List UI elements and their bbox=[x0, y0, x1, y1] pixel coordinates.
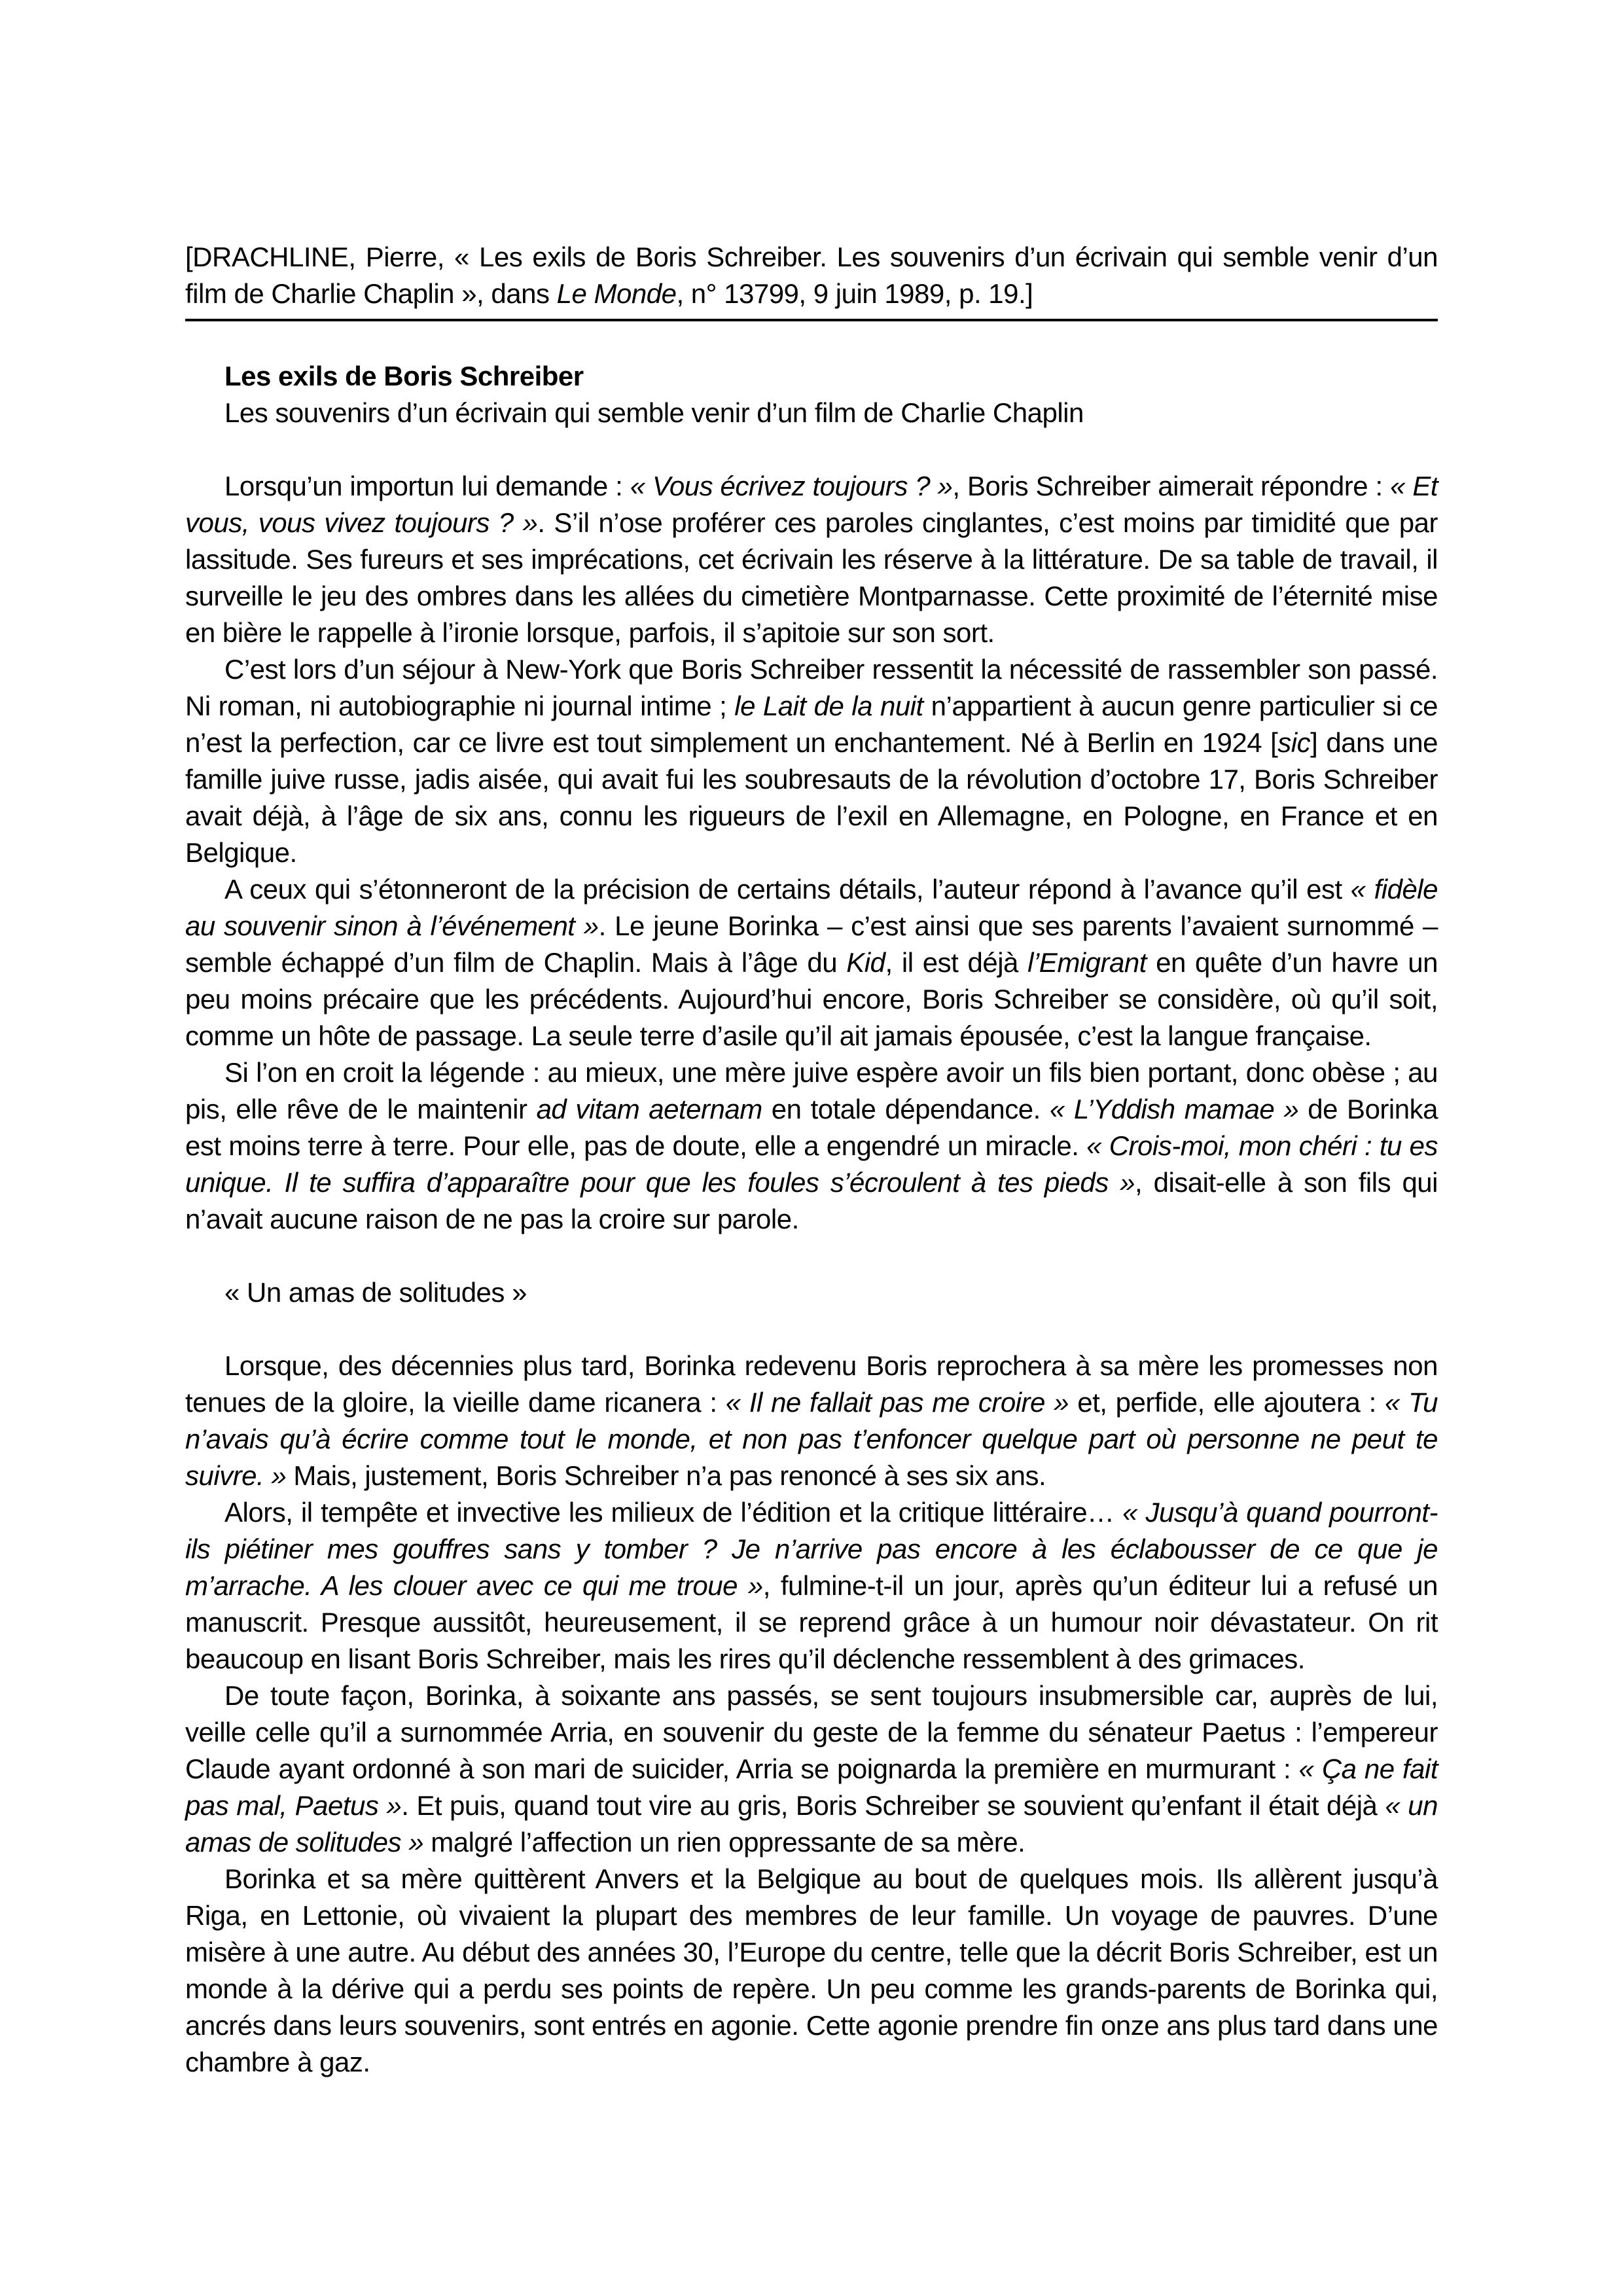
text-run: , n° 13799, 9 juin 1989, p. 19.] bbox=[676, 278, 1033, 309]
text-run: , fulmine-t-il un jour, après qu’un éditeur lui a refusé un manuscrit. Presque aussitôt, heureusement, il se reprend grâce à un humour noir dévastateur. On rit beaucoup en lisant Boris Schreiber, mais les rires qu’il déclenche ressemblent à des grimaces. bbox=[185, 1570, 1438, 1674]
paragraph bbox=[185, 1348, 1438, 1494]
text-run: « Et vous, vous vivez toujours ? » bbox=[185, 471, 1438, 538]
solitudes-section bbox=[185, 1348, 1438, 2081]
text-run: . Le jeune Borinka – c’est ainsi que ses parents l’avaient surnommé – semble échappé d’un film de Chaplin. Mais à l’âge du bbox=[185, 910, 1438, 978]
text-run: « Vous écrivez toujours ? » bbox=[630, 471, 953, 501]
text-run: sic bbox=[1277, 727, 1311, 758]
text-run: n’appartient à aucun genre particulier si ce n’est la perfection, car ce livre est tout simplement un enchantement. Né à Berlin en 1924 [ bbox=[185, 691, 1438, 758]
article-subtitle: Les souvenirs d’un écrivain qui semble venir d’un film de Charlie Chaplin bbox=[224, 397, 1084, 428]
text-run: Si l’on en croit la légende : au mieux, une mère juive espère avoir un fils bien portant, donc obèse ; au pis, elle rêve de le maintenir bbox=[185, 1057, 1438, 1124]
text-run: « Crois-moi, mon chéri : tu es unique. Il te suffira d’apparaître pour que les foules s’écroulent à tes pieds » bbox=[185, 1130, 1438, 1198]
text-run: Kid bbox=[846, 947, 885, 978]
blank-line bbox=[185, 321, 1438, 358]
text-run: ] dans une famille juive russe, jadis aisée, qui avait fui les soubresauts de la révolution d’octobre 17, Boris Schreiber avait déjà, à l’âge de six ans, connu les rigueurs de l’exil en Allemagne, en Pologne, en France et en Belgique. bbox=[185, 727, 1438, 868]
blank-line bbox=[185, 1311, 1438, 1348]
text-run: De toute façon, Borinka, à soixante ans passés, se sent toujours insubmersible car, auprès de lui, veille celle qu’il a surnommée Arria, en souvenir du geste de la femme du sénateur Paetus : l’empereur Claude ayant ordonné à son mari de suicider, Arria se poignarda la première en murmurant : bbox=[185, 1680, 1438, 1784]
paragraph bbox=[185, 468, 1438, 651]
text-run: Borinka et sa mère quittèrent Anvers et la Belgique au bout de quelques mois. Ils allèrent jusqu’à Riga, en Lettonie, où vivaient la plupart des membres de leur famille. Un voyage de pauvres. D’une misère à une autre. Au début des années 30, l’Europe du centre, telle que la décrit Boris Schreiber, est un monde à la dérive qui a perdu ses points de repère. Un peu comme les grands-parents de Borinka qui, ancrés dans leurs souvenirs, sont entrés en agonie. Cette agonie prendre fin onze ans plus tard dans une chambre à gaz. bbox=[185, 1863, 1438, 2077]
paragraph bbox=[185, 1054, 1438, 1238]
text-run: Lorsqu’un importun lui demande : bbox=[224, 471, 630, 501]
text-run: de Borinka est moins terre à terre. Pour elle, pas de doute, elle a engendré un miracle. bbox=[185, 1094, 1438, 1161]
text-run: [DRACHLINE, Pierre, « Les exils de Boris Schreiber. Les souvenirs d’un écrivain qui semble venir d’un film de Charlie Chaplin », dans bbox=[185, 242, 1438, 309]
text-run: et, perfide, elle ajoutera : bbox=[1068, 1387, 1385, 1418]
text-run: en totale dépendance. bbox=[762, 1094, 1050, 1124]
paragraph bbox=[185, 871, 1438, 1054]
paragraph bbox=[185, 651, 1438, 871]
text-run: « fidèle au souvenir sinon à l’événement » bbox=[185, 874, 1438, 941]
text-run: l’Emigrant bbox=[1027, 947, 1147, 978]
text-run: , disait-elle à son fils qui n’avait aucune raison de ne pas la croire sur parole. bbox=[185, 1167, 1438, 1234]
text-run: Alors, il tempête et invective les milieux de l’édition et la critique littéraire… bbox=[224, 1497, 1123, 1528]
text-run: « L’Yddish mamae » bbox=[1049, 1094, 1299, 1124]
article-title: Les exils de Boris Schreiber bbox=[224, 361, 584, 391]
text-run: « Il ne fallait pas me croire » bbox=[725, 1387, 1069, 1418]
text-run: . Et puis, quand tout vire au gris, Boris Schreiber se souvient qu’enfant il était déjà bbox=[401, 1790, 1385, 1821]
citation-reference bbox=[185, 239, 1438, 319]
text-run: Mais, justement, Boris Schreiber n’a pas renoncé à ses six ans. bbox=[286, 1460, 1046, 1491]
blank-line bbox=[185, 1238, 1438, 1274]
blank-line bbox=[185, 431, 1438, 468]
text-run: , il est déjà bbox=[885, 947, 1028, 978]
paragraph bbox=[185, 1494, 1438, 1677]
text-run: . S’il n’ose proférer ces paroles cinglantes, c’est moins par timidité que par lassitude. Ses fureurs et ses imprécations, cet écrivain les réserve à la littérature. De sa table de travail, il surveille le jeu des ombres dans les allées du cimetière Montparnasse. Cette proximité de l’éternité mise en bière le rappelle à l’ironie lorsque, parfois, il s’apitoie sur son sort. bbox=[185, 507, 1438, 648]
text-run: Le Monde bbox=[556, 278, 677, 309]
text-run: « Jusqu’à quand pourront-ils piétiner mes gouffres sans y tomber ? Je n’arrive pas encore à les éclabousser de ce que je m’arrache. A les clouer avec ce qui me troue » bbox=[185, 1497, 1438, 1601]
paragraph bbox=[185, 1677, 1438, 1861]
intro-section bbox=[185, 468, 1438, 1238]
text-run: Lorsque, des décennies plus tard, Borinka redevenu Boris reprochera à sa mère les promesses non tenues de la gloire, la vieille dame ricanera : bbox=[185, 1350, 1438, 1418]
text-run: , Boris Schreiber aimerait répondre : bbox=[952, 471, 1391, 501]
text-run: malgré l’affection un rien oppressante de sa mère. bbox=[423, 1827, 1026, 1857]
text-run: le Lait de la nuit bbox=[734, 691, 923, 721]
section-heading: « Un amas de solitudes » bbox=[224, 1277, 527, 1308]
text-run: ad vitam aeternam bbox=[536, 1094, 762, 1124]
text-run: A ceux qui s’étonneront de la précision de certains détails, l’auteur répond à l’avance qu’il est bbox=[224, 874, 1351, 905]
text-run: « un amas de solitudes » bbox=[185, 1790, 1438, 1857]
paragraph bbox=[185, 1861, 1438, 2081]
text-run: C’est lors d’un séjour à New-York que Boris Schreiber ressentit la nécessité de rassembler son passé. Ni roman, ni autobiographie ni journal intime ; bbox=[185, 654, 1438, 721]
text-run: « Ça ne fait pas mal, Paetus » bbox=[185, 1753, 1438, 1821]
text-run: en quête d’un havre un peu moins précaire que les précédents. Aujourd’hui encore, Boris Schreiber se considère, où qu’il soit, comme un hôte de passage. La seule terre d’asile qu’il ait jamais épousée, c’est la langue française. bbox=[185, 947, 1438, 1051]
text-run: « Tu n’avais qu’à écrire comme tout le monde, et non pas t’enfoncer quelque part où personne ne peut te suivre. » bbox=[185, 1387, 1438, 1491]
